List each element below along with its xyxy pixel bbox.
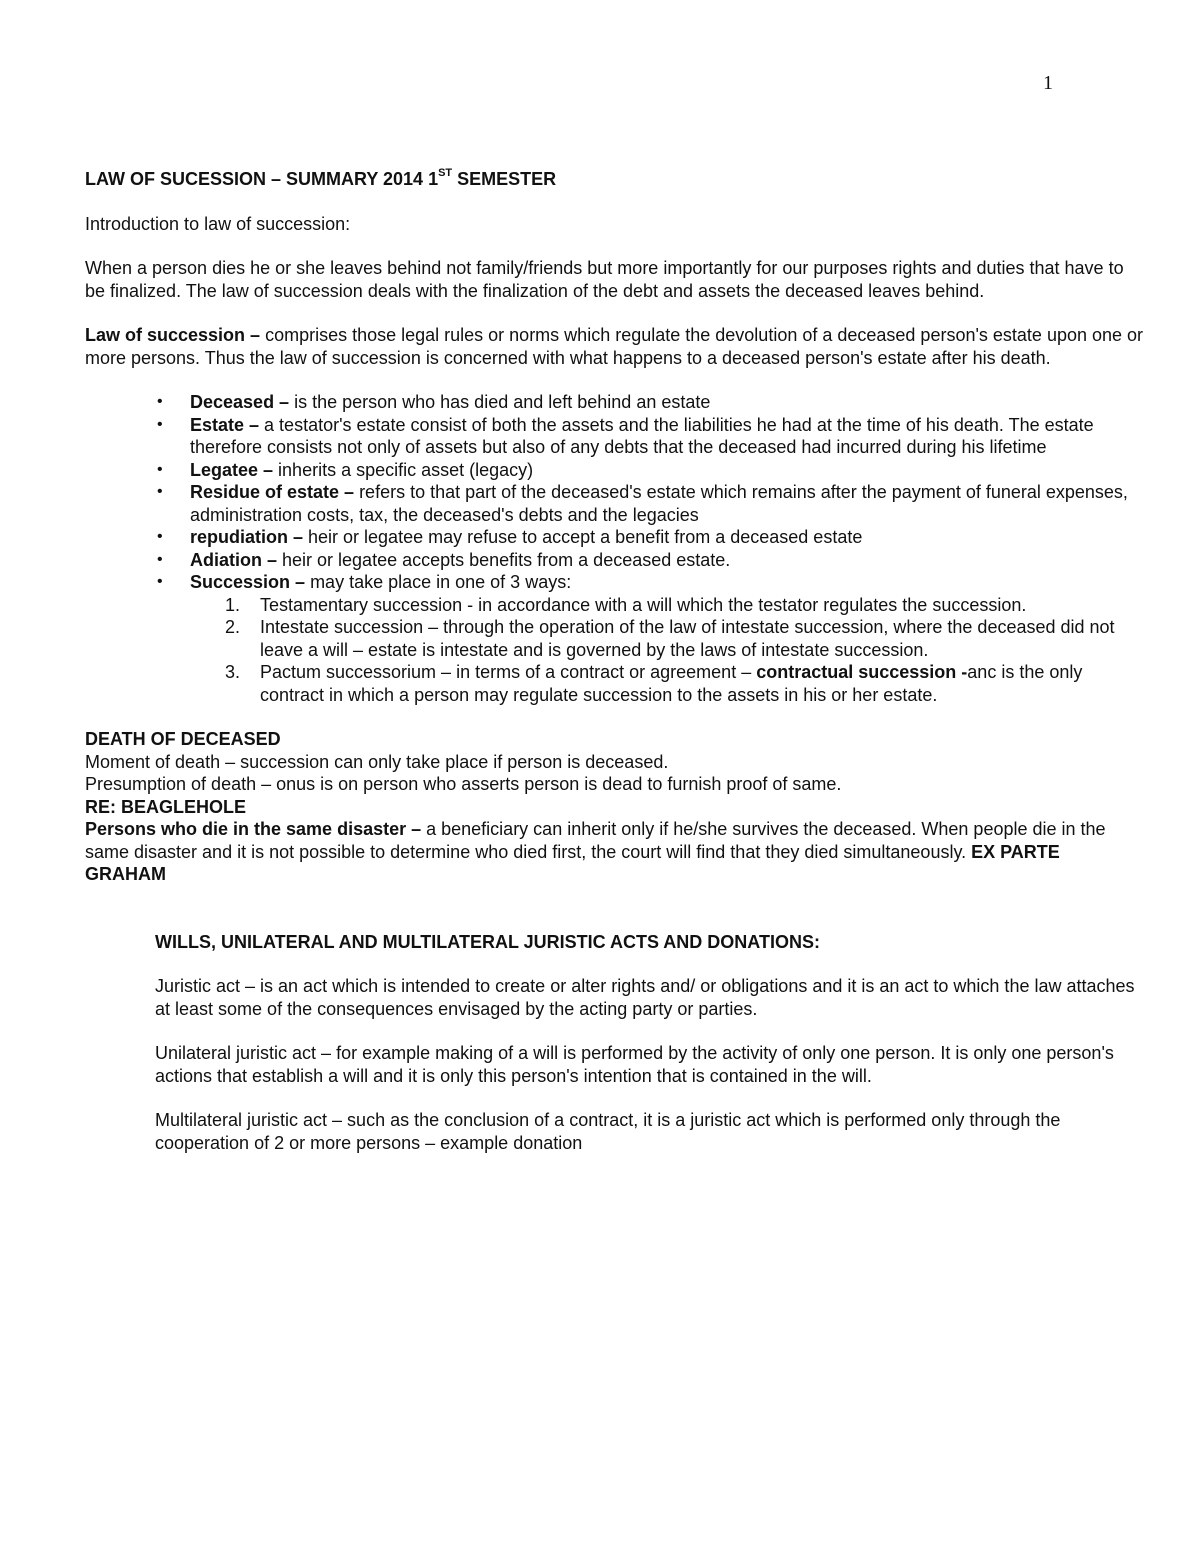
definition-term: repudiation – [190, 527, 304, 547]
way-text: Intestate succession – through the operation of the law of intestate succession, where the deceased did not leave a will – estate is intestate and is governed by the laws of intestate succession. [260, 617, 1115, 660]
title-superscript: ST [438, 167, 453, 179]
definition-item [190, 549, 1145, 572]
death-section [85, 728, 1145, 886]
juristic-act-paragraph: Juristic act – is an act which is intended to create or alter rights and/ or obligations and it is an act to which the law attaches at least some of the consequences envisaged by the acting party or parties. [155, 976, 1135, 1019]
wills-heading: WILLS, UNILATERAL AND MULTILATERAL JURISTIC ACTS AND DONATIONS: [155, 931, 820, 952]
definition-text: heir or legatee may refuse to accept a benefit from a deceased estate [303, 527, 863, 547]
succession-way-item [225, 661, 1145, 706]
succession-way-item [225, 594, 1145, 617]
definitions-list [85, 391, 1145, 706]
succession-way-item [225, 616, 1145, 661]
definition-text: is the person who has died and left behind an estate [289, 392, 711, 412]
disaster-text: a beneficiary can inherit only if he/she survives the deceased. When people die in the same disaster and it is not possible to determine who died first, the court will find that they died simultaneously. [85, 819, 1106, 862]
definition-item [190, 481, 1145, 526]
case-beaglehole: RE: BEAGLEHOLE [85, 796, 247, 817]
document-body [85, 168, 1145, 1176]
definition-text: heir or legatee accepts benefits from a deceased estate. [277, 549, 731, 570]
law-text: comprises those legal rules or norms which regulate the devolution of a deceased person's estate upon one or more persons. Thus the law of succession is concerned with what happens to a deceased person's estate after his death. [85, 325, 1144, 368]
title-text: LAW OF SUCESSION – SUMMARY 2014 1 [85, 169, 439, 189]
definition-term: Deceased – [190, 392, 290, 412]
definition-term: Residue of estate – [190, 482, 355, 502]
definition-term: Adiation – [190, 549, 278, 570]
definition-text: may take place in one of 3 ways: [305, 572, 572, 592]
definition-item [190, 526, 1145, 549]
definition-text: inherits a specific asset (legacy) [273, 459, 534, 480]
death-heading: DEATH OF DECEASED [85, 729, 281, 749]
way-text: Testamentary succession - in accordance with a will which the testator regulates the succession. [260, 594, 1027, 615]
title-tail: SEMESTER [452, 169, 557, 189]
way-number: 3. [225, 662, 241, 682]
unilateral-act-paragraph: Unilateral juristic act – for example making of a will is performed by the activity of only one person. It is only one person's actions that establish a will and it is only this person's intention that is contained in the will. [155, 1043, 1114, 1086]
page-number: 1 [1043, 72, 1053, 94]
way-number: 2. [225, 617, 241, 637]
moment-of-death: Moment of death – succession can only take place if person is deceased. [85, 751, 669, 772]
definition-item [190, 571, 1145, 706]
law-term: Law of succession – [85, 325, 261, 345]
multilateral-act-paragraph: Multilateral juristic act – such as the conclusion of a contract, it is a juristic act which is performed only through the cooperation of 2 or more persons – example donation [155, 1110, 1061, 1153]
definition-term: Succession – [190, 572, 306, 592]
definition-item [190, 391, 1145, 414]
wills-section [155, 931, 1145, 1155]
definition-text: refers to that part of the deceased's estate which remains after the payment of funeral expenses, administration costs, tax, the deceased's debts and the legacies [190, 482, 1128, 525]
intro-heading: Introduction to law of succession: [85, 213, 351, 234]
case-ex-parte-graham: EX PARTE GRAHAM [85, 841, 1060, 884]
document-title [85, 168, 1145, 191]
intro-paragraph: When a person dies he or she leaves behind not family/friends but more importantly for our purposes rights and duties that have to be finalized. The law of succession deals with the finalization of the debt and assets the deceased leaves behind. [85, 258, 1124, 301]
definition-term: Legatee – [190, 459, 274, 480]
same-disaster-paragraph [85, 818, 1145, 886]
presumption-of-death: Presumption of death – onus is on person who asserts person is dead to furnish proof of same. [85, 774, 842, 794]
definition-text: a testator's estate consist of both the assets and the liabilities he had at the time of his death. The estate therefore consists not only of assets but also of any debts that the deceased had incurred during his lifetime [190, 414, 1094, 457]
definition-item [190, 414, 1145, 459]
way-number: 1. [225, 594, 241, 615]
definition-term: Estate – [190, 414, 260, 435]
way-text-continued: anc is the only contract in which a person may regulate succession to the assets in his or her estate. [260, 662, 1083, 705]
way-bold-text: contractual succession - [756, 662, 968, 682]
definition-item [190, 459, 1145, 482]
succession-ways-list [190, 594, 1145, 707]
law-of-succession-definition [85, 324, 1145, 369]
disaster-term: Persons who die in the same disaster – [85, 819, 422, 839]
way-text: Pactum successorium – in terms of a contract or agreement – [260, 662, 757, 682]
